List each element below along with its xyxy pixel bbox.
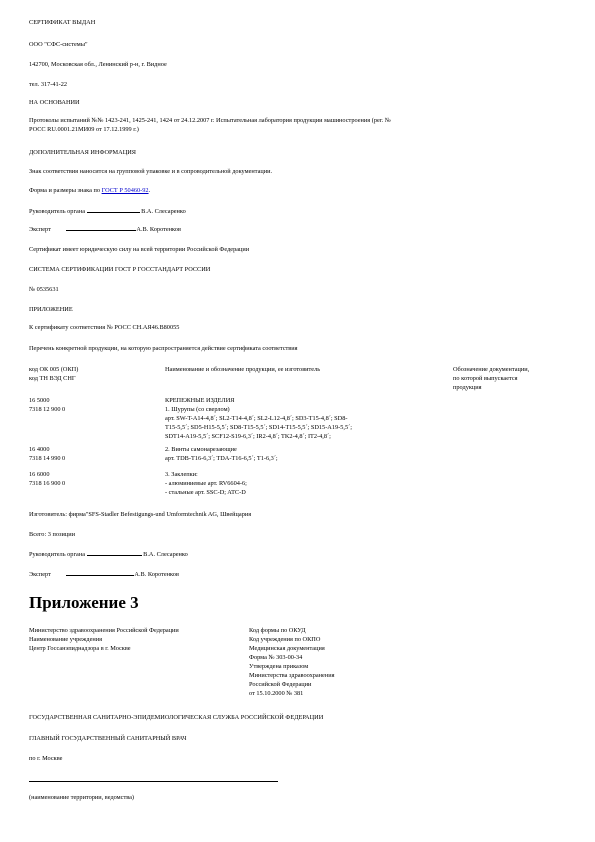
row-product-line: 3. Заклепки: bbox=[165, 471, 198, 478]
table-header-docs-line3: продукция bbox=[453, 384, 482, 391]
form-info-line: Форма № 303-00-34 bbox=[249, 654, 303, 661]
territory-rule bbox=[29, 781, 278, 782]
row-code-tnved: 7318 14 990 0 bbox=[29, 455, 66, 462]
form-size-prefix: Форма и размеры знака по bbox=[29, 187, 102, 194]
expert-name: А.В. Коротенков bbox=[134, 571, 179, 578]
company-name: ООО "СФС-системы" bbox=[29, 41, 88, 48]
certificate-reference: К сертификату соответствия № РОСС CH.АЯ46.B80055 bbox=[29, 324, 180, 331]
form-info-line: Код учреждения по ОКПО bbox=[249, 636, 321, 643]
row-code-okp: 16 4000 bbox=[29, 446, 50, 453]
row-product-line: T15-5,5´; SD5-H15-5,5´; SD8-T15-5,5´; SD14-T15-5,5´; SD15-A19-5,5´; bbox=[165, 424, 352, 431]
city-line: по г. Москве bbox=[29, 755, 63, 762]
form-info-line: Медицинская документация bbox=[249, 645, 325, 652]
expert-signature-line bbox=[29, 225, 181, 234]
row-product-line: арт. TDB-T16-6,3´; TDA-T16-6,5´; T1-6,3´; bbox=[165, 455, 278, 462]
head-signature-line-2 bbox=[29, 550, 188, 559]
product-list-title: Перечень конкретной продукции, на которую распространяется действие сертификата соответствия bbox=[29, 345, 298, 352]
row-product-line: - стальные арт. SSC-D; ATC-D bbox=[165, 489, 246, 496]
expert-signature-line-2 bbox=[29, 570, 179, 579]
basis-text-line1: Протоколы испытаний №№ 1423-241, 1425-241, 1424 от 24.12.2007 г. Испытательная лаборатория продукции машиностроения (рег. № bbox=[29, 117, 391, 124]
table-header-docs-line1: Обозначение документации, bbox=[453, 366, 530, 373]
table-header-docs-line2: по которой выпускается bbox=[453, 375, 518, 382]
institution-name: Центр Госсанэпиднадзора в г. Москве bbox=[29, 645, 131, 652]
row-code-tnved: 7318 16 900 0 bbox=[29, 480, 66, 487]
gost-link[interactable]: ГОСТ Р 50460-92 bbox=[101, 187, 149, 194]
table-header-product: Наименование и обозначение продукции, ее изготовитель bbox=[165, 366, 321, 373]
head-name: В.А. Слесаренко bbox=[141, 208, 186, 215]
issued-heading: СЕРТИФИКАТ ВЫДАН bbox=[29, 19, 96, 26]
basis-heading: НА ОСНОВАНИИ bbox=[29, 99, 80, 106]
form-size-note bbox=[29, 187, 150, 195]
head-signature-blank bbox=[87, 550, 142, 556]
table-header-code-tnved: код ТН ВЭД СНГ bbox=[29, 375, 76, 382]
expert-label: Эксперт bbox=[29, 226, 51, 233]
appendix-label: ПРИЛОЖЕНИЕ bbox=[29, 306, 73, 313]
expert-label: Эксперт bbox=[29, 571, 51, 578]
row-code-tnved: 7318 12 900 0 bbox=[29, 406, 66, 413]
total-positions: Всего: 3 позиции bbox=[29, 531, 75, 538]
mark-note: Знак соответствия наносится на групповой упаковке и в сопроводительной документации. bbox=[29, 168, 273, 175]
row-code-okp: 16 6000 bbox=[29, 471, 50, 478]
certificate-number: № 0535631 bbox=[29, 286, 59, 293]
head-name: В.А. Слесаренко bbox=[143, 551, 188, 558]
row-product-line: 1. Шурупы (со сверлом) bbox=[165, 406, 230, 413]
form-info-line: Российской Федерации bbox=[249, 681, 312, 688]
additional-info-heading: ДОПОЛНИТЕЛЬНАЯ ИНФОРМАЦИЯ bbox=[29, 149, 136, 156]
basis-text-line2: РОСС RU.0001.21МИ09 от 17.12.1999 г.) bbox=[29, 126, 139, 133]
chief-doctor-heading: ГЛАВНЫЙ ГОСУДАРСТВЕННЫЙ САНИТАРНЫЙ ВРАЧ bbox=[29, 735, 187, 742]
expert-signature-blank bbox=[66, 570, 134, 576]
company-address: 142700, Московская обл., Ленинский р-н, г. Видное bbox=[29, 61, 167, 68]
head-label: Руководитель органа bbox=[29, 208, 85, 215]
manufacturer-note: Изготовитель: фирма"SFS-Stadler Befestigungs-und Umformtechnik AG, Швейцария bbox=[29, 511, 252, 518]
row-product-line: 2. Винты самонарезающие bbox=[165, 446, 237, 453]
form-info-line: от 15.10.2000 № 381 bbox=[249, 690, 304, 697]
head-signature-blank bbox=[87, 207, 140, 213]
company-phone: тел. 317-41-22 bbox=[29, 81, 68, 88]
expert-name: А.В. Коротенков bbox=[136, 226, 181, 233]
row-product-line: КРЕПЕЖНЫЕ ИЗДЕЛИЯ bbox=[165, 397, 235, 404]
sanitary-service-heading: ГОСУДАРСТВЕННАЯ САНИТАРНО-ЭПИДЕМИОЛОГИЧЕСКАЯ СЛУЖБА РОССИЙСКОЙ ФЕДЕРАЦИИ bbox=[29, 714, 324, 721]
table-header-code-okp: код ОК 005 (ОКП) bbox=[29, 366, 79, 373]
form-info-line: Утверждена приказом bbox=[249, 663, 309, 670]
validity-note: Сертификат имеет юридическую силу на всей территории Российской Федерации bbox=[29, 246, 250, 253]
territory-note: (наименование территории, ведомства) bbox=[29, 794, 134, 801]
appendix-3-title: Приложение 3 bbox=[29, 593, 139, 612]
form-size-suffix: . bbox=[148, 187, 151, 194]
row-product-line: арт. SW-T-A14-4,8´; SL2-T14-4,8´; SL2-L12-4,8´; SD3-T15-4,8´; SD8- bbox=[165, 415, 348, 422]
ministry-line: Министерство здравоохранения Российской Федерации bbox=[29, 627, 179, 634]
expert-signature-blank bbox=[66, 225, 136, 231]
head-signature-line bbox=[29, 207, 186, 216]
form-info-line: Код формы по ОКУД bbox=[249, 627, 306, 634]
head-label: Руководитель органа bbox=[29, 551, 85, 558]
certification-system: СИСТЕМА СЕРТИФИКАЦИИ ГОСТ Р ГОССТАНДАРТ РОССИИ bbox=[29, 266, 211, 273]
institution-label: Наименование учреждения bbox=[29, 636, 103, 643]
form-info-line: Министерства здравоохранения bbox=[249, 672, 335, 679]
row-product-line: - алюминиевые арт. RV6604-6; bbox=[165, 480, 247, 487]
row-product-line: SDT14-A19-5,5´; SCF12-S19-6,3´; IR2-4,8´; TK2-4,8´; IT2-4,8´; bbox=[165, 433, 331, 440]
row-code-okp: 16 5000 bbox=[29, 397, 50, 404]
